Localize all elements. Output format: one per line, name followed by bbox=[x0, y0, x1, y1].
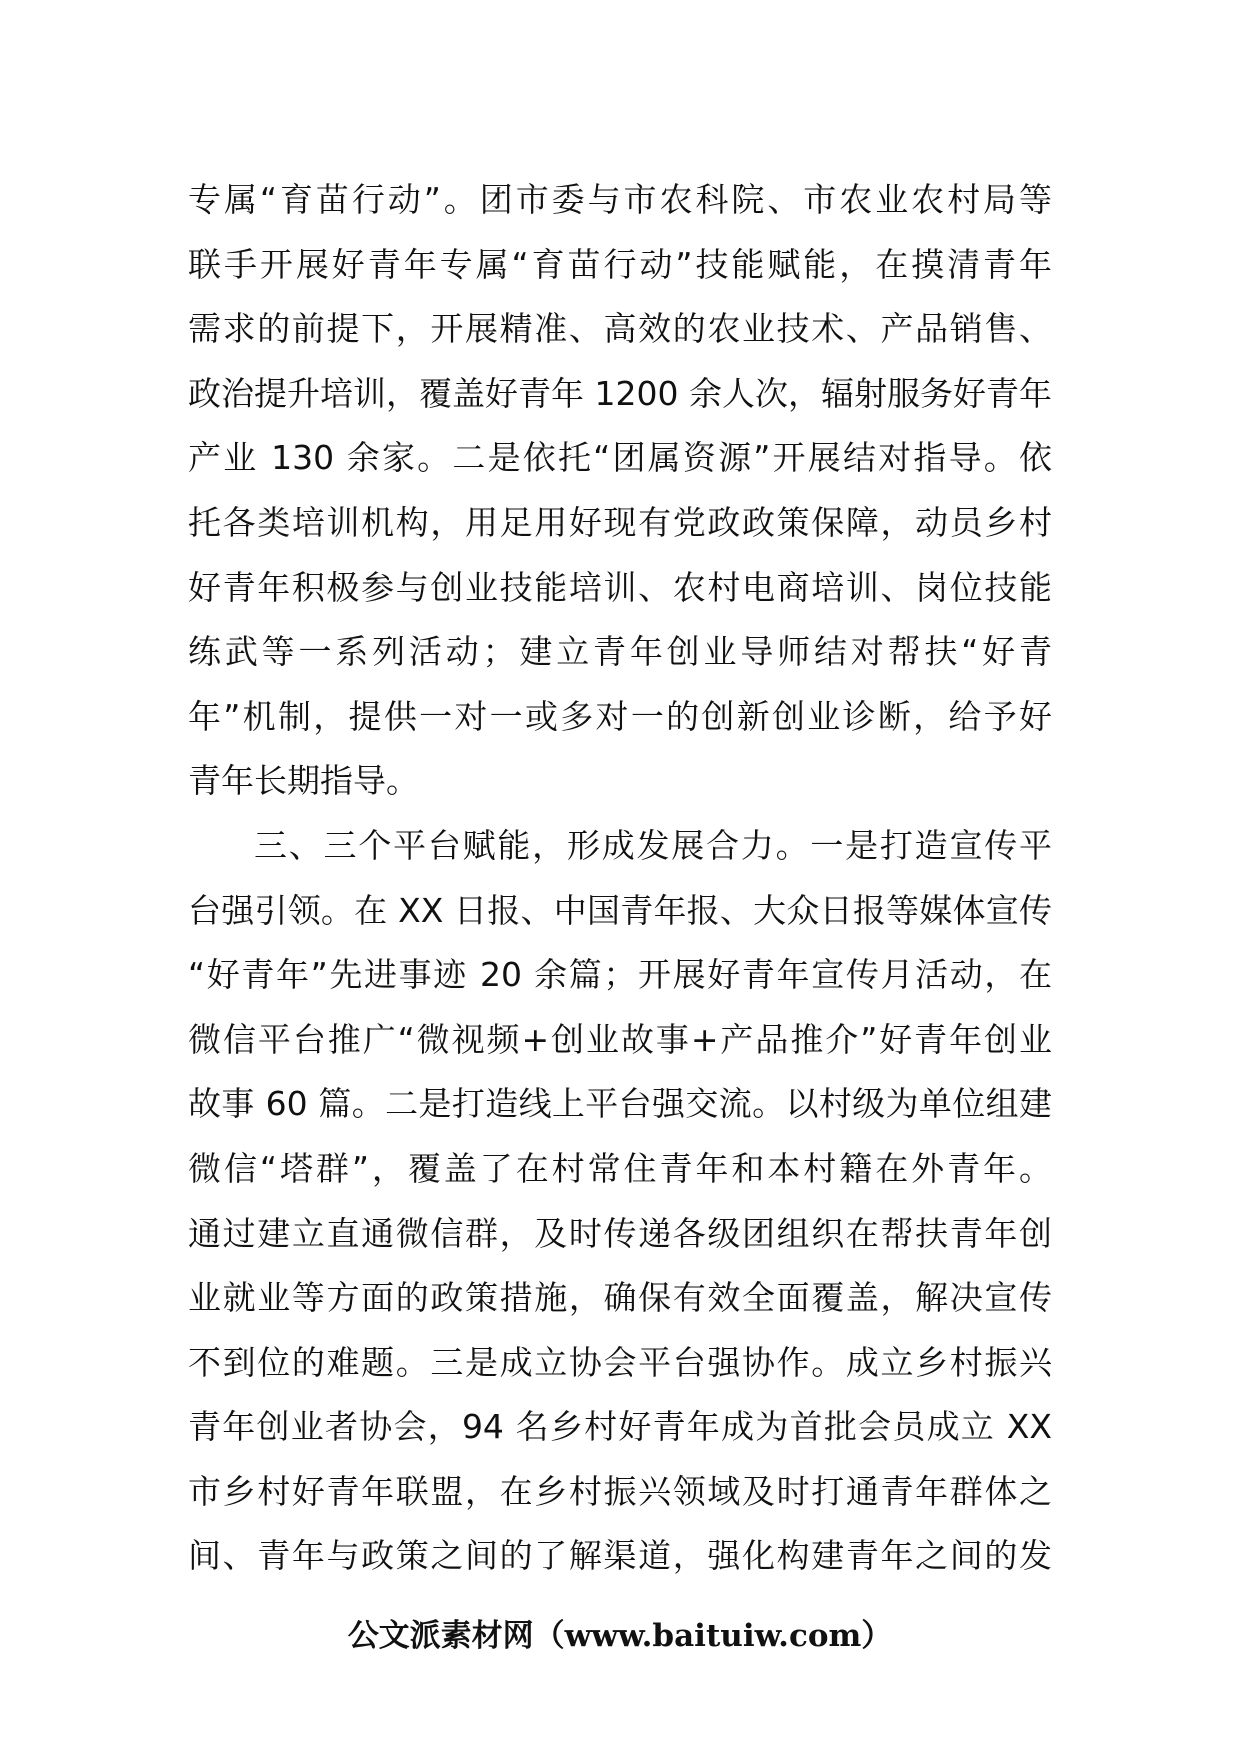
text-line-20: 青年创业者协会，94 名乡村好青年成为首批会员成立 XX bbox=[188, 1407, 1052, 1447]
text-line-9: 年”机制，提供一对一或多对一的创新创业诊断，给予好 bbox=[188, 696, 1052, 736]
text-line-19: 不到位的难题。三是成立协会平台强协作。成立乡村振兴 bbox=[188, 1342, 1052, 1382]
text-line-5: 产业 130 余家。二是依托“团属资源”开展结对指导。依 bbox=[188, 438, 1052, 478]
text-line-13: “好青年”先进事迹 20 余篇；开展好青年宣传月活动，在 bbox=[188, 955, 1052, 995]
text-line-14: 微信平台推广“微视频+创业故事+产品推介”好青年创业 bbox=[188, 1019, 1052, 1059]
text-line-16: 微信“塔群”，覆盖了在村常住青年和本村籍在外青年。 bbox=[188, 1148, 1052, 1188]
text-line-7: 好青年积极参与创业技能培训、农村电商培训、岗位技能 bbox=[188, 567, 1052, 607]
section-heading-three: 三、三个平台赋能，形成发展合力。一是打造宣传平 bbox=[254, 825, 1052, 865]
text-line-10: 青年长期指导。 bbox=[188, 761, 419, 801]
text-line-17: 通过建立直通微信群，及时传递各级团组织在帮扶青年创 bbox=[188, 1213, 1052, 1253]
text-line-12: 台强引领。在 XX 日报、中国青年报、大众日报等媒体宣传 bbox=[188, 890, 1052, 930]
text-line-22: 间、青年与政策之间的了解渠道，强化构建青年之间的发 bbox=[188, 1536, 1052, 1576]
text-line-8: 练武等一系列活动；建立青年创业导师结对帮扶“好青 bbox=[188, 632, 1052, 672]
document-body bbox=[188, 168, 1052, 1589]
text-line-4: 政治提升培训，覆盖好青年 1200 余人次，辐射服务好青年 bbox=[188, 373, 1052, 413]
text-line-2: 联手开展好青年专属“育苗行动”技能赋能，在摸清青年 bbox=[188, 244, 1052, 284]
text-line-1: 专属“育苗行动”。团市委与市农科院、市农业农村局等 bbox=[188, 180, 1052, 219]
text-line-6: 托各类培训机构，用足用好现有党政政策保障，动员乡村 bbox=[188, 502, 1052, 542]
text-line-21: 市乡村好青年联盟，在乡村振兴领域及时打通青年群体之 bbox=[188, 1471, 1052, 1511]
text-line-15: 故事 60 篇。二是打造线上平台强交流。以村级为单位组建 bbox=[188, 1084, 1052, 1124]
text-line-18: 业就业等方面的政策措施，确保有效全面覆盖，解决宣传 bbox=[188, 1278, 1052, 1318]
footer-watermark-text: 公文派素材网（www.baituiw.com） bbox=[347, 1618, 893, 1654]
text-line-3: 需求的前提下，开展精准、高效的农业技术、产品销售、 bbox=[188, 309, 1052, 349]
